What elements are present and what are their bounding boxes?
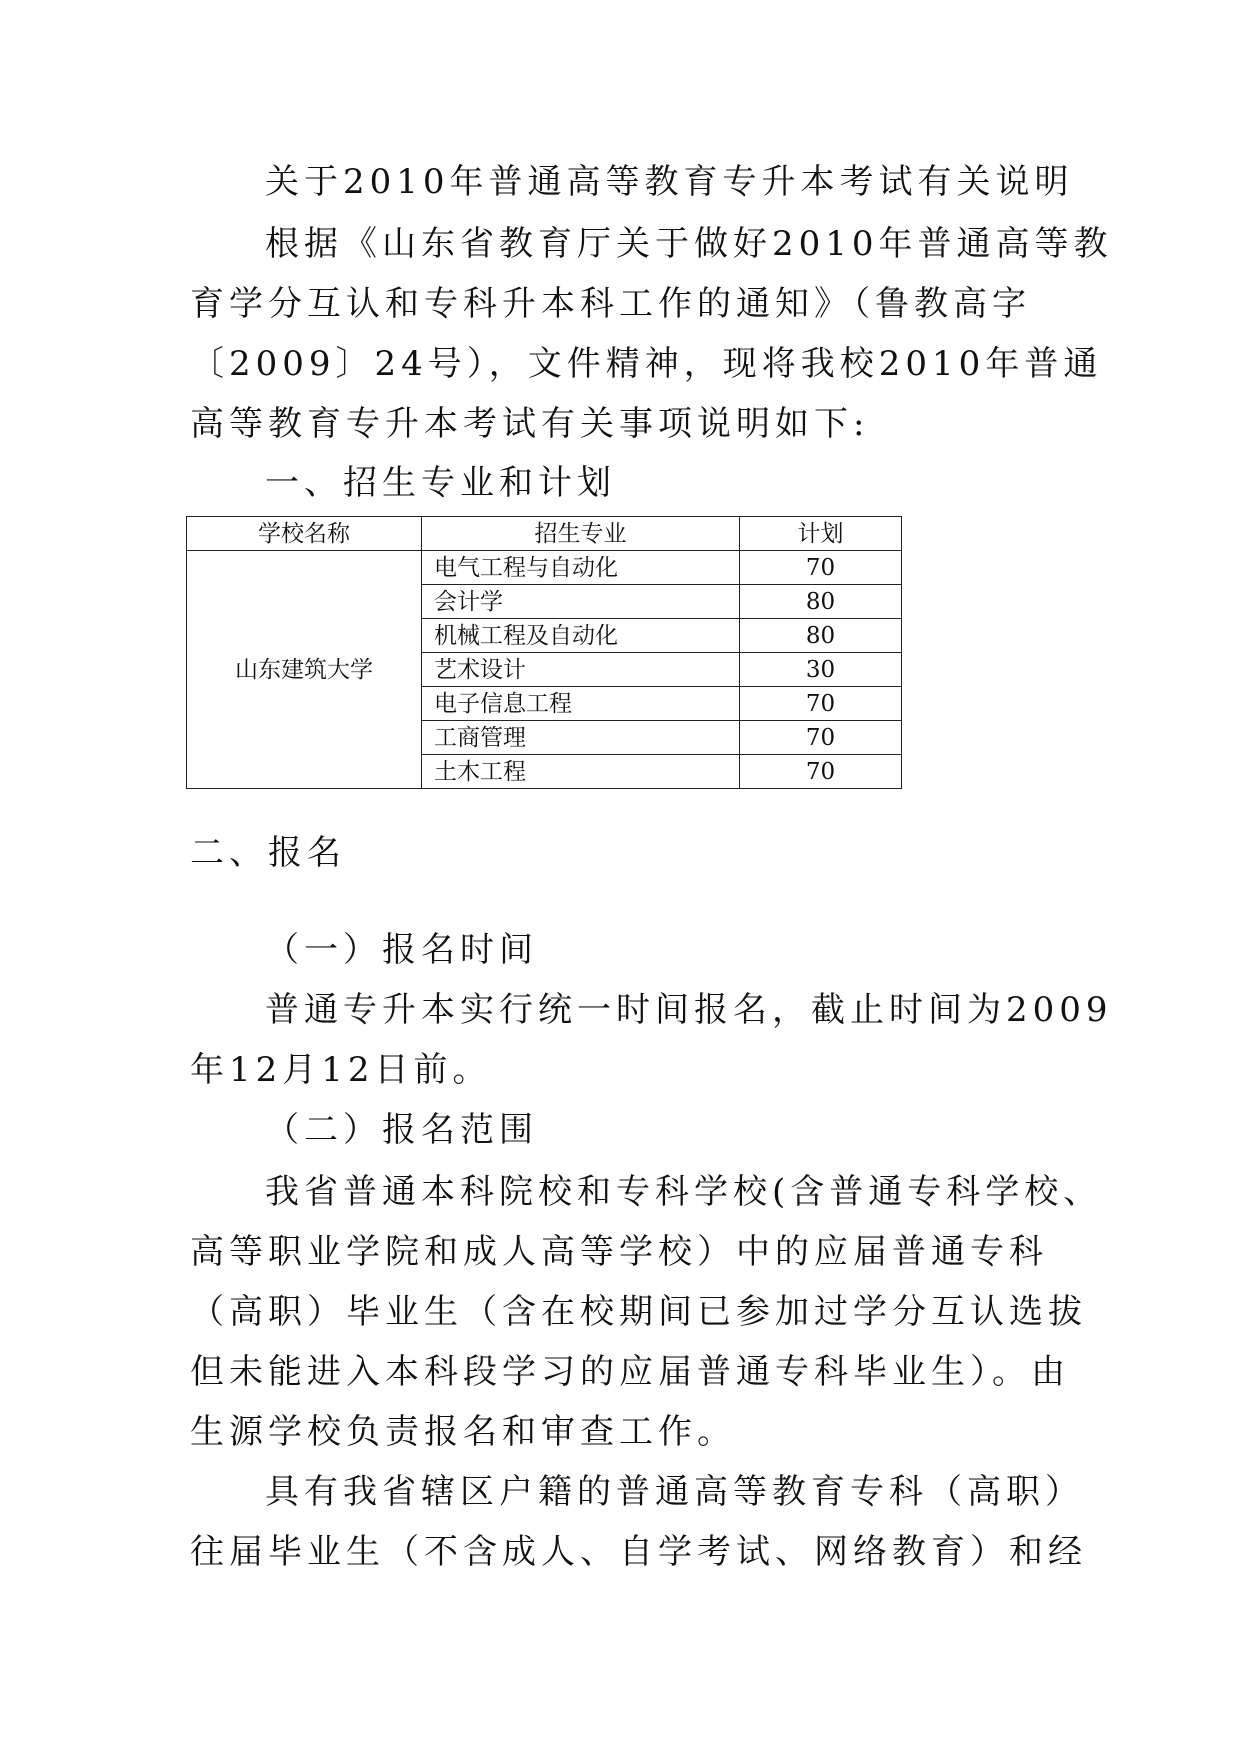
document-title: 关于2010年普通高等教育专升本考试有关说明 [265,162,1074,202]
major-cell: 会计学 [422,585,740,619]
table-header-row [187,517,902,551]
sub2-para1-line-5: 生源学校负责报名和审查工作。 [190,1412,736,1452]
sub1-line-1: 普通专升本实行统一时间报名，截止时间为2009 [265,990,1113,1030]
sub2-para2-line-2: 往届毕业生（不含成人、自学考试、网络教育）和经 [190,1532,1087,1572]
enrollment-plan-table [186,516,902,789]
intro-line-1: 根据《山东省教育厅关于做好2010年普通高等教 [265,224,1113,264]
sub2-heading: （二）报名范围 [265,1110,538,1150]
sub2-para1-line-2: 高等职业学院和成人高等学校）中的应届普通专科 [190,1232,1048,1272]
sub1-heading: （一）报名时间 [265,930,538,970]
header-major: 招生专业 [422,517,740,551]
intro-line-3: 〔2009〕24号），文件精神，现将我校2010年普通 [190,344,1103,384]
table-row [187,551,902,585]
school-name-cell: 山东建筑大学 [187,551,422,789]
major-cell: 电气工程与自动化 [422,551,740,585]
plan-cell: 80 [740,619,902,653]
sub1-line-2: 年12月12日前。 [190,1050,492,1090]
plan-cell: 70 [740,755,902,789]
plan-cell: 70 [740,721,902,755]
header-school: 学校名称 [187,517,422,551]
sub2-para2-line-1: 具有我省辖区户籍的普通高等教育专科（高职） [265,1472,1084,1512]
sub2-para1-line-3: （高职）毕业生（含在校期间已参加过学分互认选拔 [190,1292,1087,1332]
header-plan: 计划 [740,517,902,551]
intro-line-4: 高等教育专升本考试有关事项说明如下: [190,404,870,444]
plan-cell: 80 [740,585,902,619]
sub2-para1-line-1: 我省普通本科院校和专科学校(含普通专科学校、 [265,1172,1103,1212]
plan-cell: 70 [740,687,902,721]
section1-heading: 一、招生专业和计划 [265,463,616,503]
section2-heading: 二、报名 [190,833,346,873]
major-cell: 工商管理 [422,721,740,755]
major-cell: 机械工程及自动化 [422,619,740,653]
sub2-para1-line-4: 但未能进入本科段学习的应届普通专科毕业生）。由 [190,1352,1070,1392]
intro-line-2: 育学分互认和专科升本科工作的通知》（鲁教高字 [190,284,1031,324]
major-cell: 土木工程 [422,755,740,789]
major-cell: 电子信息工程 [422,687,740,721]
plan-cell: 30 [740,653,902,687]
plan-cell: 70 [740,551,902,585]
major-cell: 艺术设计 [422,653,740,687]
